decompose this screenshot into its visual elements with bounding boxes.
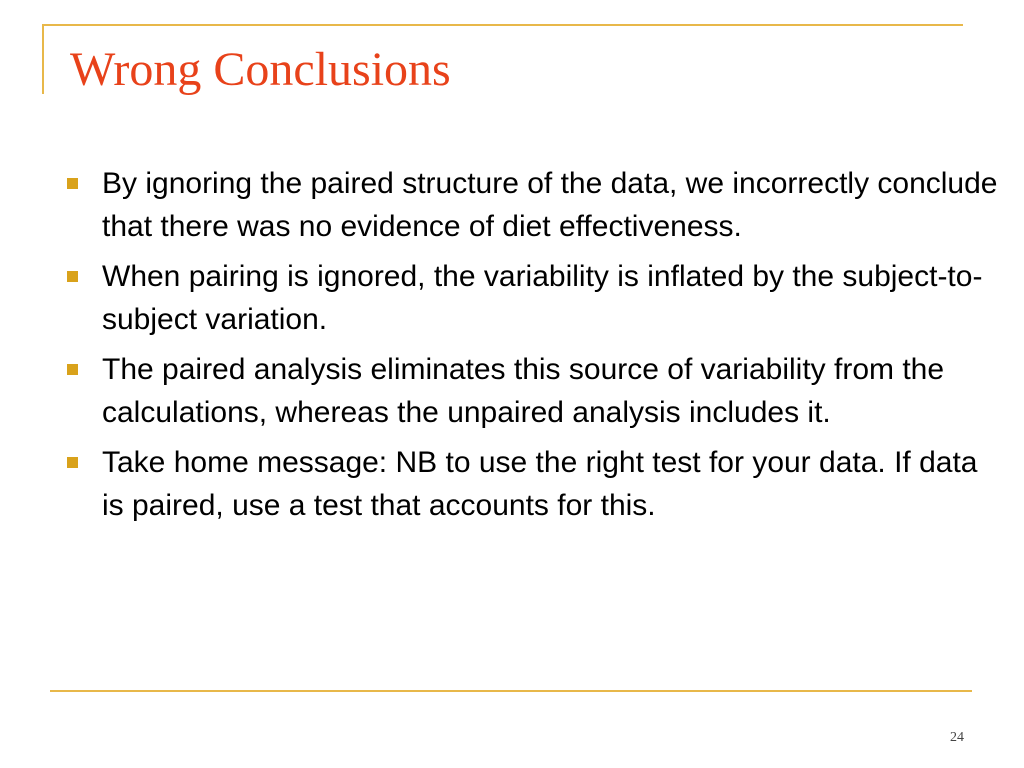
slide-title: Wrong Conclusions [70, 43, 451, 96]
bullet-item [67, 348, 1007, 434]
bullet-item [67, 441, 1007, 527]
title-frame-left-rule [42, 24, 44, 94]
bullet-text: The paired analysis eliminates this source of variability from the calculations, whereas the unpaired analysis includes it. [102, 353, 945, 429]
bullet-text: Take home message: NB to use the right test for your data. If data is paired, use a test that accounts for this. [102, 446, 978, 522]
bullet-list [67, 162, 1007, 534]
square-bullet-icon [67, 178, 78, 189]
square-bullet-icon [67, 364, 78, 375]
square-bullet-icon [67, 271, 78, 282]
page-number: 24 [950, 730, 964, 745]
bullet-item [67, 162, 1007, 248]
title-frame-top-rule [42, 24, 963, 26]
bullet-item [67, 255, 1007, 341]
bullet-text: When pairing is ignored, the variability is inflated by the subject-to-subject variation. [102, 260, 983, 336]
bullet-text: By ignoring the paired structure of the data, we incorrectly conclude that there was no evidence of diet effectiveness. [102, 167, 998, 243]
square-bullet-icon [67, 457, 78, 468]
footer-rule [50, 690, 972, 692]
